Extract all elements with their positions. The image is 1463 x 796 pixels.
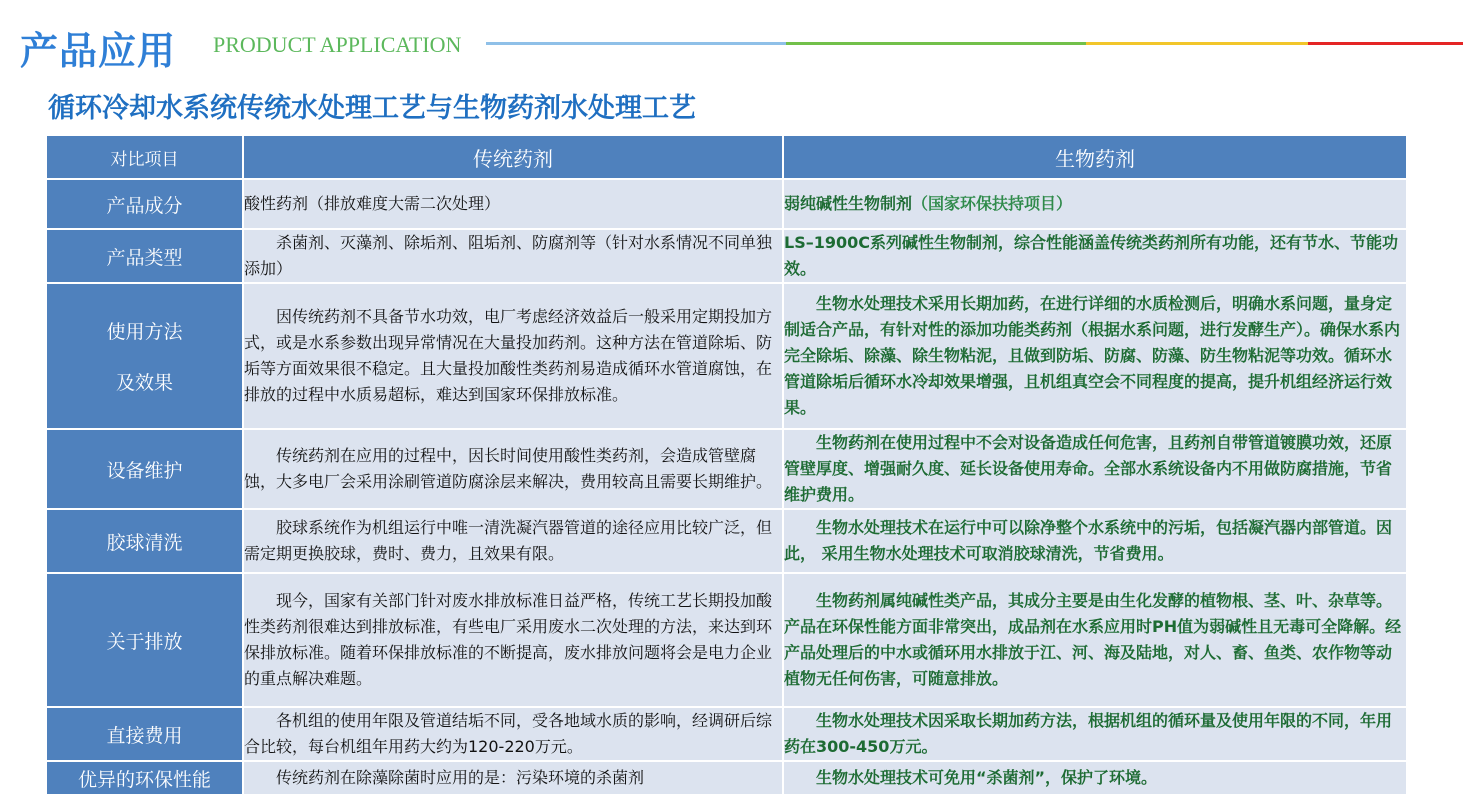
row-label: 优异的环保性能 (46, 761, 243, 795)
table-header-row (46, 135, 1407, 179)
header-item: 对比项目 (46, 135, 243, 179)
bio-cell: 生物水处理技术因采取长期加药方法，根据机组的循环量及使用年限的不同，年用药在300-450万元。 (783, 707, 1407, 761)
row-label: 产品成分 (46, 179, 243, 229)
comparison-table (45, 134, 1408, 796)
traditional-cell: 因传统药剂不具备节水功效，电厂考虑经济效益后一般采用定期投加方式，或是水系参数出现异常情况在大量投加药剂。这种方法在管道除垢、防垢等方面效果很不稳定。且大量投加酸性类药剂易造成循环水管道腐蚀，在排放的过程中水质易超标，难达到国家环保排放标准。 (243, 283, 783, 429)
page-subtitle-en: PRODUCT APPLICATION (213, 32, 462, 57)
table-row (46, 509, 1407, 573)
bio-text: 弱纯碱性生物制剂 (784, 194, 913, 213)
traditional-cell: 传统药剂在除藻除菌时应用的是：污染环境的杀菌剂 (243, 761, 783, 795)
header-divider-blue (486, 42, 786, 45)
bio-cell: LS–1900C系列碱性生物制剂，综合性能涵盖传统类药剂所有功能，还有节水、节能功效。 (783, 229, 1407, 283)
row-label: 胶球清洗 (46, 509, 243, 573)
section-title: 循环冷却水系统传统水处理工艺与生物药剂水处理工艺 (48, 93, 696, 124)
header-bio: 生物药剂 (783, 135, 1407, 179)
table-row (46, 429, 1407, 509)
row-label: 关于排放 (46, 573, 243, 707)
bio-cell: 生物药剂属纯碱性类产品，其成分主要是由生化发酵的植物根、茎、叶、杂草等。产品在环保性能方面非常突出，成品剂在水系应用时PH值为弱碱性且无毒可全降解。经产品处理后的中水或循环用水排放于江、河、海及陆地，对人、畜、鱼类、农作物等动植物无任何伤害，可随意排放。 (783, 573, 1407, 707)
table-row (46, 573, 1407, 707)
table-row (46, 707, 1407, 761)
table-row (46, 761, 1407, 795)
bio-cell: 生物水处理技术可免用“杀菌剂”，保护了环境。 (783, 761, 1407, 795)
bio-cell: 生物水处理技术采用长期加药，在进行详细的水质检测后，明确水系问题，量身定制适合产品，有针对性的添加功能类药剂（根据水系问题，进行发酵生产）。确保水系内完全除垢、除藻、除生物粘泥，且做到防垢、防腐、防藻、防生物粘泥等功效。循环水管道除垢后循环水冷却效果增强，且机组真空会不同程度的提高，提升机组经济运行效果。 (783, 283, 1407, 429)
table-row (46, 179, 1407, 229)
header-divider-yellow (1086, 42, 1308, 45)
row-label-line: 使用方法 (106, 321, 183, 343)
row-label: 产品类型 (46, 229, 243, 283)
row-label: 直接费用 (46, 707, 243, 761)
bio-note: （国家环保扶持项目） (912, 194, 1073, 213)
table-row (46, 283, 1407, 429)
traditional-cell: 酸性药剂（排放难度大需二次处理） (243, 179, 783, 229)
traditional-cell: 现今，国家有关部门针对废水排放标准日益严格，传统工艺长期投加酸性类药剂很难达到排放标准，有些电厂采用废水二次处理的方法，来达到环保排放标准。随着环保排放标准的不断提高，废水排放问题将会是电力企业的重点解决难题。 (243, 573, 783, 707)
bio-cell (783, 179, 1407, 229)
traditional-cell: 杀菌剂、灭藻剂、除垢剂、阻垢剂、防腐剂等（针对水系情况不同单独添加） (243, 229, 783, 283)
traditional-cell: 传统药剂在应用的过程中，因长时间使用酸性类药剂，会造成管壁腐蚀，大多电厂会采用涂刷管道防腐涂层来解决，费用较高且需要长期维护。 (243, 429, 783, 509)
header-divider-red (1308, 42, 1463, 45)
table-row (46, 229, 1407, 283)
traditional-cell: 胶球系统作为机组运行中唯一清洗凝汽器管道的途径应用比较广泛，但需定期更换胶球，费时、费力，且效果有限。 (243, 509, 783, 573)
traditional-cell: 各机组的使用年限及管道结垢不同，受各地域水质的影响，经调研后综合比较，每台机组年用药大约为120-220万元。 (243, 707, 783, 761)
bio-cell: 生物药剂在使用过程中不会对设备造成任何危害，且药剂自带管道镀膜功效，还原管壁厚度、增强耐久度、延长设备使用寿命。全部水系统设备内不用做防腐措施，节省维护费用。 (783, 429, 1407, 509)
bio-cell: 生物水处理技术在运行中可以除净整个水系统中的污垢，包括凝汽器内部管道。因此， 采用生物水处理技术可取消胶球清洗，节省费用。 (783, 509, 1407, 573)
page-title: 产品应用 (20, 29, 177, 73)
row-label: 设备维护 (46, 429, 243, 509)
header-traditional: 传统药剂 (243, 135, 783, 179)
header-divider-green (786, 42, 1086, 45)
row-label (46, 283, 243, 429)
row-label-line: 及效果 (115, 372, 173, 394)
